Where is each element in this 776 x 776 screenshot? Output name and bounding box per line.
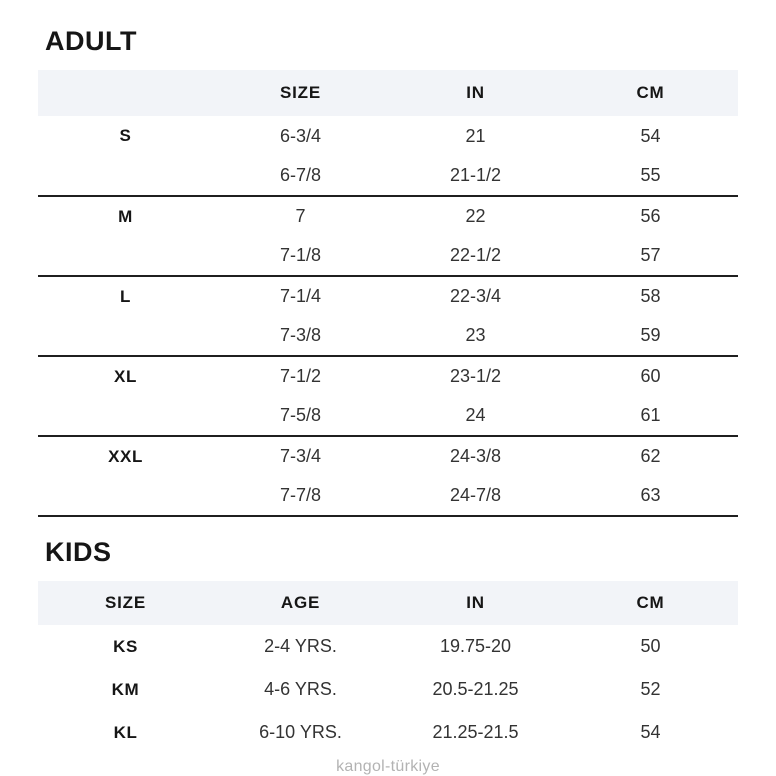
kids-size-label: KS <box>113 636 138 656</box>
adult-header-cm: CM <box>636 83 665 102</box>
size-value-cell: 7-1/2 <box>279 366 322 386</box>
in-value-cell: 24-7/8 <box>388 476 563 516</box>
cm-value-cell: 62 <box>640 446 661 466</box>
size-value-cell: 6-3/4 <box>279 125 322 146</box>
in-value-cell: 23-1/2 <box>449 366 502 386</box>
in-value-cell: 24-3/8 <box>449 446 502 466</box>
cm-value-cell: 58 <box>640 286 661 306</box>
in-value-cell: 24 <box>388 396 563 436</box>
table-row <box>38 625 738 668</box>
table-row <box>38 711 738 754</box>
adult-header-in: IN <box>466 83 485 102</box>
kids-header-size: SIZE <box>105 593 146 612</box>
adult-section-title: ADULT <box>45 26 137 56</box>
cm-value-cell: 61 <box>563 396 738 436</box>
cm-value-cell: 57 <box>563 236 738 276</box>
adult-header-blank <box>38 70 213 116</box>
size-group-label <box>38 316 213 356</box>
size-group-label: XL <box>114 366 137 386</box>
cm-value-cell: 54 <box>640 125 661 146</box>
cm-value-cell: 55 <box>563 156 738 196</box>
adult-size-table <box>38 70 738 517</box>
table-row <box>38 316 738 356</box>
table-row <box>38 436 738 476</box>
in-value-cell: 21.25-21.5 <box>432 722 519 742</box>
size-group-label <box>38 156 213 196</box>
table-row <box>38 668 738 711</box>
table-row <box>38 236 738 276</box>
table-row <box>38 476 738 516</box>
size-group-label: S <box>119 126 132 145</box>
in-value-cell: 20.5-21.25 <box>432 679 519 699</box>
adult-table-header-row <box>38 70 738 116</box>
size-value-cell: 7-3/4 <box>279 446 322 466</box>
size-group-label <box>38 476 213 516</box>
cm-value-cell: 54 <box>640 722 661 742</box>
size-value-cell: 6-7/8 <box>213 156 388 196</box>
table-row <box>38 196 738 236</box>
size-value-cell: 7-5/8 <box>213 396 388 436</box>
in-value-cell: 21-1/2 <box>388 156 563 196</box>
cm-value-cell: 60 <box>640 366 661 386</box>
kids-section-title: KIDS <box>45 537 112 567</box>
size-group-label: L <box>120 286 131 306</box>
size-value-cell: 7-7/8 <box>213 476 388 516</box>
size-value-cell: 7 <box>295 206 306 226</box>
in-value-cell: 21 <box>465 125 486 146</box>
kids-header-cm: CM <box>636 593 665 612</box>
size-value-cell: 7-1/4 <box>279 286 322 306</box>
kids-table-header-row <box>38 581 738 625</box>
size-value-cell: 7-1/8 <box>213 236 388 276</box>
table-row <box>38 116 738 156</box>
cm-value-cell: 56 <box>640 206 661 226</box>
cm-value-cell: 59 <box>563 316 738 356</box>
cm-value-cell: 52 <box>640 679 661 699</box>
table-row <box>38 396 738 436</box>
age-value-cell: 2-4 YRS. <box>264 636 337 656</box>
table-row <box>38 156 738 196</box>
cm-value-cell: 63 <box>563 476 738 516</box>
in-value-cell: 22-3/4 <box>449 286 502 306</box>
kids-size-label: KM <box>111 679 140 699</box>
in-value-cell: 22 <box>465 206 486 226</box>
cm-value-cell: 50 <box>640 636 661 656</box>
size-value-cell: 7-3/8 <box>213 316 388 356</box>
age-value-cell: 4-6 YRS. <box>264 679 337 699</box>
kids-size-table <box>38 581 738 754</box>
in-value-cell: 22-1/2 <box>388 236 563 276</box>
size-group-label <box>38 236 213 276</box>
size-group-label: M <box>118 206 133 226</box>
in-value-cell: 19.75-20 <box>439 636 512 656</box>
watermark-text: kangol-türkiye <box>336 758 440 775</box>
kids-size-label: KL <box>113 722 138 742</box>
adult-header-size: SIZE <box>280 83 321 102</box>
table-row <box>38 276 738 316</box>
table-row <box>38 356 738 396</box>
kids-header-age: AGE <box>280 593 321 612</box>
kids-header-in: IN <box>466 593 485 612</box>
in-value-cell: 23 <box>388 316 563 356</box>
size-group-label: XXL <box>108 446 143 466</box>
age-value-cell: 6-10 YRS. <box>259 722 342 742</box>
size-group-label <box>38 396 213 436</box>
